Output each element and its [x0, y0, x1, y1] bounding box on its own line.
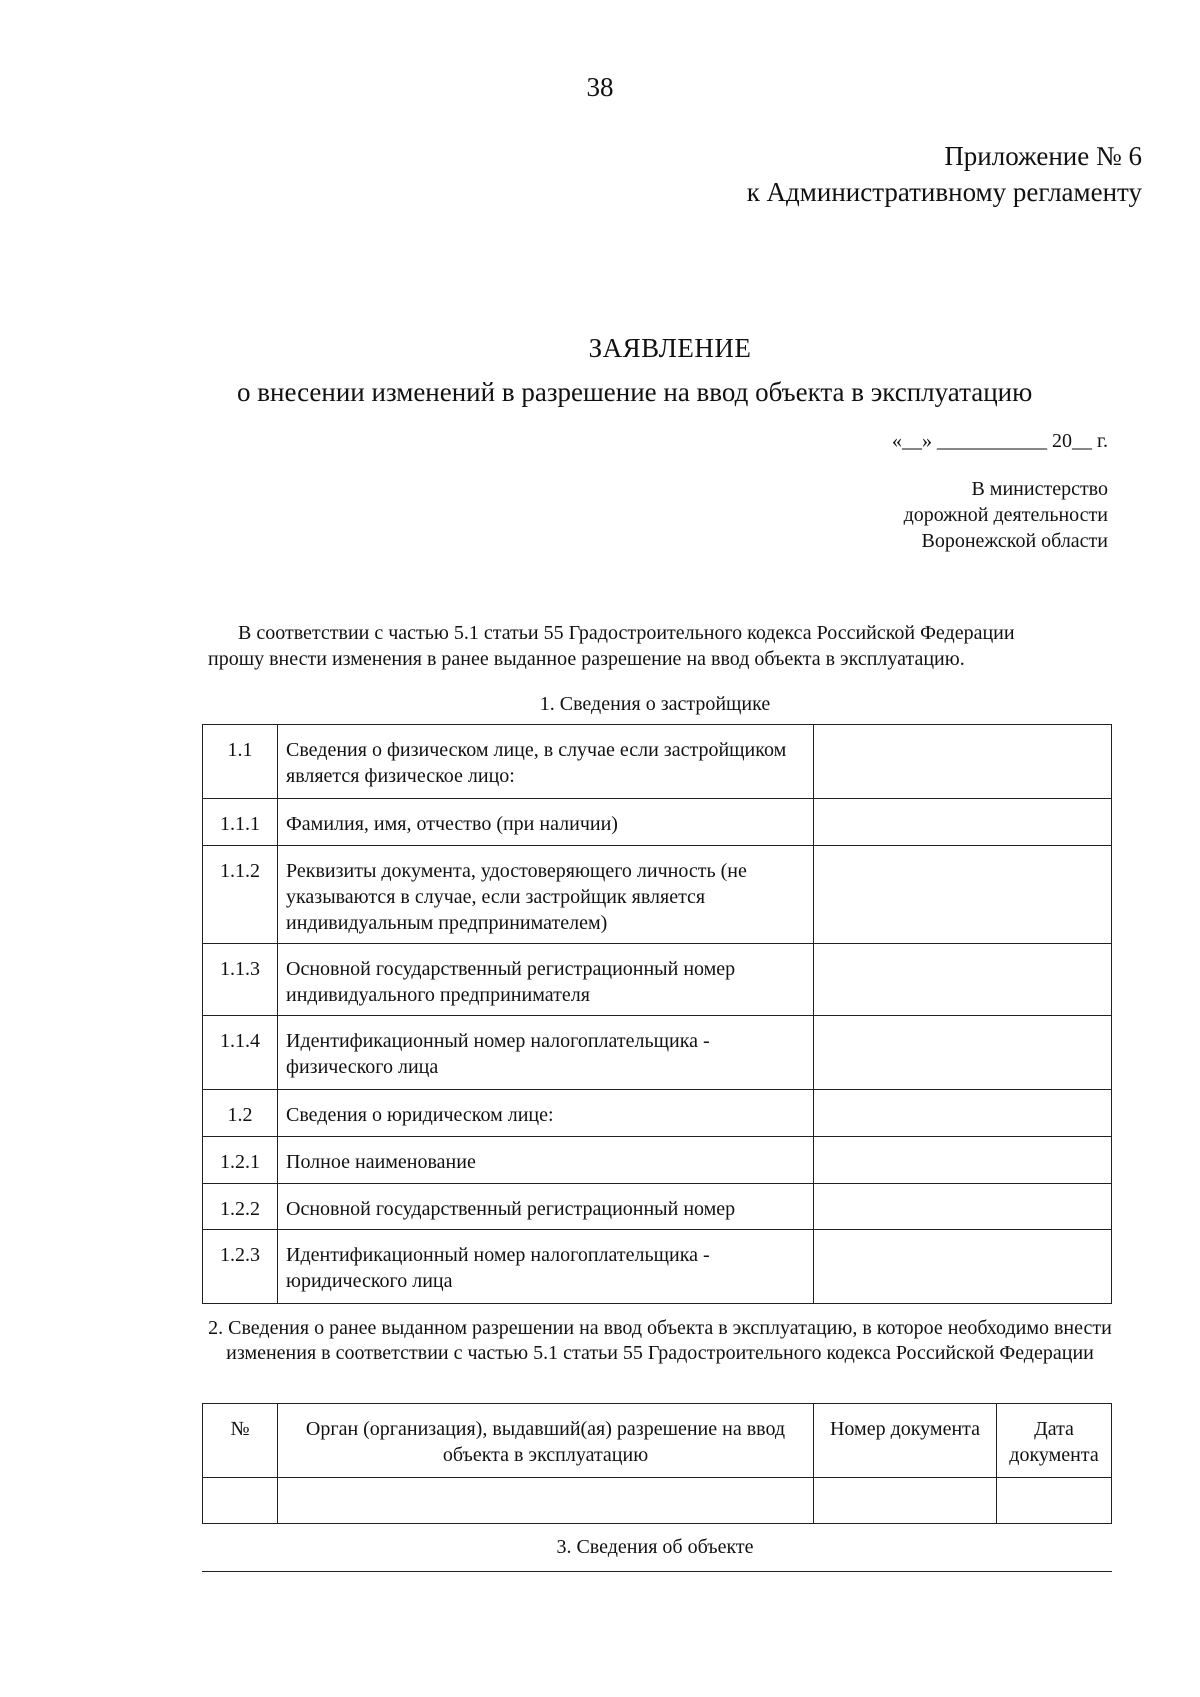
row-label-cell	[278, 1016, 814, 1090]
row-value-cell[interactable]	[814, 725, 1112, 799]
row-label: Основной государственный регистрационный номер	[286, 1198, 736, 1220]
row-number: 1.2	[227, 1104, 253, 1126]
doc-number-cell[interactable]	[814, 1478, 997, 1524]
table-row	[203, 944, 1112, 1016]
row-label-cell	[278, 944, 814, 1016]
table-row	[203, 1016, 1112, 1090]
row-value-cell[interactable]	[814, 1184, 1112, 1230]
permit-info-table	[202, 1403, 1112, 1524]
row-value-cell[interactable]	[814, 944, 1112, 1016]
row-label: Идентификационный номер налогоплательщика - физического лица	[286, 1030, 710, 1078]
row-label-cell	[278, 1090, 814, 1137]
row-value[interactable]	[814, 1137, 1111, 1149]
row-value[interactable]	[814, 1184, 1111, 1196]
row-number-cell	[203, 799, 278, 846]
row-label-cell	[278, 1184, 814, 1230]
authority-value[interactable]	[278, 1478, 813, 1490]
table-row	[203, 725, 1112, 799]
row-number: 1.2.2	[220, 1198, 260, 1220]
row-number: 1.1.2	[220, 860, 260, 882]
row-value-cell[interactable]	[814, 846, 1112, 944]
row-label: Реквизиты документа, удостоверяющего личность (не указываются в случае, если застройщик является индивидуальным предпринимателем)	[286, 860, 747, 934]
row-number: 1.1	[227, 739, 253, 761]
row-value-cell[interactable]	[814, 1016, 1112, 1090]
developer-info-table	[202, 724, 1112, 1304]
table-row	[203, 1184, 1112, 1230]
row-number-cell	[203, 1016, 278, 1090]
row-number-cell	[203, 846, 278, 944]
header-doc-number-cell	[814, 1404, 997, 1478]
row-label-cell	[278, 725, 814, 799]
row-value-cell[interactable]	[814, 1230, 1112, 1304]
addressee-line-3: Воронежской области	[921, 530, 1108, 552]
header-doc-number: Номер документа	[829, 1418, 981, 1440]
table-row	[203, 1230, 1112, 1304]
header-authority: Орган (организация), выдавший(ая) разрешение на ввод объекта в эксплуатацию	[305, 1418, 786, 1466]
appendix-reference: к Административному регламенту	[746, 177, 1142, 207]
row-number: 1.1.4	[220, 1030, 260, 1052]
row-value[interactable]	[814, 1230, 1111, 1242]
row-label: Полное наименование	[286, 1151, 476, 1173]
row-label-cell	[278, 846, 814, 944]
row-number-cell	[203, 1137, 278, 1184]
row-number: 1.2.1	[220, 1151, 260, 1173]
row-value[interactable]	[814, 1016, 1111, 1028]
row-number-cell	[203, 1090, 278, 1137]
addressee	[904, 476, 1108, 554]
doc-date-value[interactable]	[997, 1478, 1111, 1490]
row-label: Идентификационный номер налогоплательщика - юридического лица	[286, 1244, 710, 1292]
header-doc-date-cell	[997, 1404, 1112, 1478]
header-doc-date: Дата документа	[1009, 1418, 1099, 1466]
row-value[interactable]	[814, 846, 1111, 858]
header-authority-cell	[278, 1404, 814, 1478]
row-number-cell	[203, 944, 278, 1016]
row-label: Сведения о физическом лице, в случае если застройщиком является физическое лицо:	[286, 739, 787, 787]
row-label: Фамилия, имя, отчество (при наличии)	[286, 813, 618, 835]
document-subtitle: о внесении изменений в разрешение на ввод объекта в эксплуатацию	[237, 377, 1033, 407]
intro-paragraph	[208, 620, 1128, 672]
section-3-title: 3. Сведения об объекте	[556, 1536, 754, 1558]
row-value[interactable]	[814, 725, 1111, 737]
row-value[interactable]	[814, 944, 1111, 956]
intro-line-2: прошу внести изменения в ранее выданное разрешение на ввод объекта в эксплуатацию.	[208, 648, 965, 670]
doc-number-value[interactable]	[814, 1478, 996, 1490]
intro-line-1: В соответствии с частью 5.1 статьи 55 Градостроительного кодекса Российской Федерации	[238, 622, 1015, 644]
row-label-cell	[278, 799, 814, 846]
divider	[202, 1571, 1112, 1572]
row-value-cell[interactable]	[814, 1137, 1112, 1184]
page-number: 38	[586, 72, 614, 102]
no-cell[interactable]	[203, 1478, 278, 1524]
row-label: Основной государственный регистрационный номер индивидуального предпринимателя	[286, 958, 736, 1006]
header-no-cell	[203, 1404, 278, 1478]
row-number: 1.2.3	[220, 1244, 260, 1266]
header-no: №	[230, 1418, 250, 1440]
row-number-cell	[203, 1230, 278, 1304]
table-header-row	[203, 1404, 1112, 1478]
appendix-number: Приложение № 6	[944, 141, 1142, 171]
section-2-title: 2. Сведения о ранее выданном разрешении на ввод объекта в эксплуатацию, в которое необходимо внести изменения в соответствии с частью 5.1 статьи 55 Градостроительного кодекса Российской Федерации	[208, 1317, 1112, 1364]
date-line: «__» ___________ 20__ г.	[892, 430, 1108, 452]
row-number-cell	[203, 1184, 278, 1230]
table-row	[203, 1137, 1112, 1184]
row-label-cell	[278, 1230, 814, 1304]
addressee-line-2: дорожной деятельности	[903, 504, 1108, 526]
section-1-title: 1. Сведения о застройщике	[539, 693, 771, 715]
addressee-line-1: В министерство	[971, 478, 1108, 500]
no-value[interactable]	[203, 1478, 277, 1490]
row-value-cell[interactable]	[814, 799, 1112, 846]
appendix-header	[747, 138, 1142, 210]
authority-cell[interactable]	[278, 1478, 814, 1524]
row-value[interactable]	[814, 1090, 1111, 1102]
row-label: Сведения о юридическом лице:	[286, 1104, 554, 1126]
row-label-cell	[278, 1137, 814, 1184]
table-row	[203, 1090, 1112, 1137]
doc-date-cell[interactable]	[997, 1478, 1112, 1524]
table-row	[203, 1478, 1112, 1524]
table-row	[203, 799, 1112, 846]
row-value[interactable]	[814, 799, 1111, 811]
row-value-cell[interactable]	[814, 1090, 1112, 1137]
row-number: 1.1.1	[220, 813, 260, 835]
row-number-cell	[203, 725, 278, 799]
row-number: 1.1.3	[220, 958, 260, 980]
table-row	[203, 846, 1112, 944]
document-title: ЗАЯВЛЕНИЕ	[588, 333, 752, 363]
